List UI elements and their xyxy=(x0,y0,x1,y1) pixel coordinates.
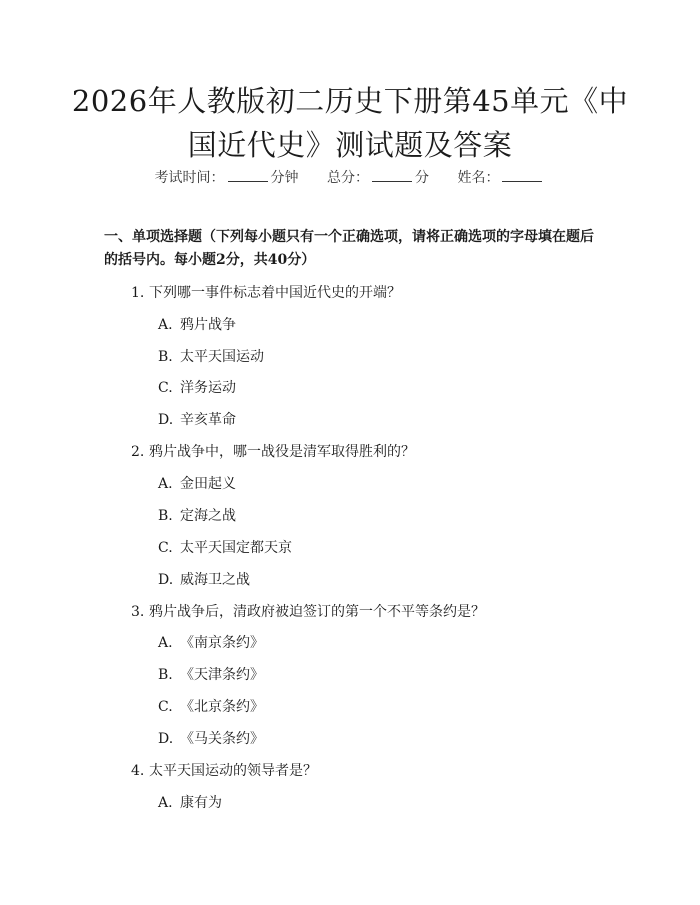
option-3b xyxy=(158,664,264,684)
question-number: 4. xyxy=(131,763,145,779)
option-letter: A. xyxy=(158,476,173,492)
question-text: 太平天国运动的领导者是？ xyxy=(149,763,317,779)
option-text: 《马关条约》 xyxy=(180,731,264,747)
question-2 xyxy=(131,441,415,461)
option-1b xyxy=(158,346,264,366)
time-blank xyxy=(228,169,268,182)
option-letter: D. xyxy=(158,572,174,588)
option-text: 洋务运动 xyxy=(180,380,236,396)
option-1c xyxy=(158,377,236,397)
option-letter: C. xyxy=(158,699,173,715)
option-2b xyxy=(158,505,236,525)
exam-time xyxy=(155,170,303,186)
option-text: 鸦片战争 xyxy=(180,317,236,333)
option-letter: B. xyxy=(158,508,173,524)
option-text: 定海之战 xyxy=(180,508,236,524)
exam-meta xyxy=(0,167,700,187)
option-text: 威海卫之战 xyxy=(180,572,250,588)
option-letter: A. xyxy=(158,795,173,811)
question-1 xyxy=(131,282,401,302)
option-letter: C. xyxy=(158,380,173,396)
page-title-line-2: 国近代史》测试题及答案 xyxy=(187,128,513,162)
page-title-line-1: 2026年人教版初二历史下册第45单元《中 xyxy=(71,84,629,118)
option-text: 太平天国定都天京 xyxy=(180,540,292,556)
student-name xyxy=(457,170,545,186)
option-text: 康有为 xyxy=(180,795,222,811)
option-text: 金田起义 xyxy=(180,476,236,492)
option-letter: A. xyxy=(158,635,173,651)
total-score xyxy=(327,170,433,186)
option-letter: D. xyxy=(158,412,174,428)
option-2c xyxy=(158,537,292,557)
option-3a xyxy=(158,632,264,652)
option-letter: B. xyxy=(158,349,173,365)
option-letter: D. xyxy=(158,731,174,747)
name-blank xyxy=(502,169,542,182)
question-text: 鸦片战争中，哪一战役是清军取得胜利的？ xyxy=(149,444,415,460)
option-2d xyxy=(158,569,250,589)
option-3d xyxy=(158,728,264,748)
score-label: 总分： xyxy=(327,170,369,186)
option-letter: A. xyxy=(158,317,173,333)
question-number: 3. xyxy=(131,604,145,620)
section-heading: 一、单项选择题（下列每小题只有一个正确选项，请将正确选项的字母填在题后的括号内。每小题2分，共40分） xyxy=(104,229,594,268)
name-label: 姓名： xyxy=(457,170,500,186)
option-text: 《北京条约》 xyxy=(180,699,264,715)
question-3 xyxy=(131,601,485,621)
option-1a xyxy=(158,314,236,334)
option-letter: C. xyxy=(158,540,173,556)
score-blank xyxy=(372,169,412,182)
time-unit: 分钟 xyxy=(270,170,299,186)
option-text: 《天津条约》 xyxy=(180,667,264,683)
question-text: 鸦片战争后，清政府被迫签订的第一个不平等条约是？ xyxy=(149,604,485,620)
score-unit: 分 xyxy=(415,170,429,186)
option-text: 《南京条约》 xyxy=(180,635,264,651)
time-label: 考试时间： xyxy=(154,170,225,186)
option-1d xyxy=(158,409,236,429)
option-3c xyxy=(158,696,264,716)
question-text: 下列哪一事件标志着中国近代史的开端？ xyxy=(149,285,401,301)
option-text: 辛亥革命 xyxy=(180,412,236,428)
question-4 xyxy=(131,760,317,780)
question-number: 1. xyxy=(131,285,145,301)
option-text: 太平天国运动 xyxy=(180,349,264,365)
option-letter: B. xyxy=(158,667,173,683)
option-2a xyxy=(158,473,236,493)
question-number: 2. xyxy=(131,444,145,460)
option-4a xyxy=(158,792,222,812)
